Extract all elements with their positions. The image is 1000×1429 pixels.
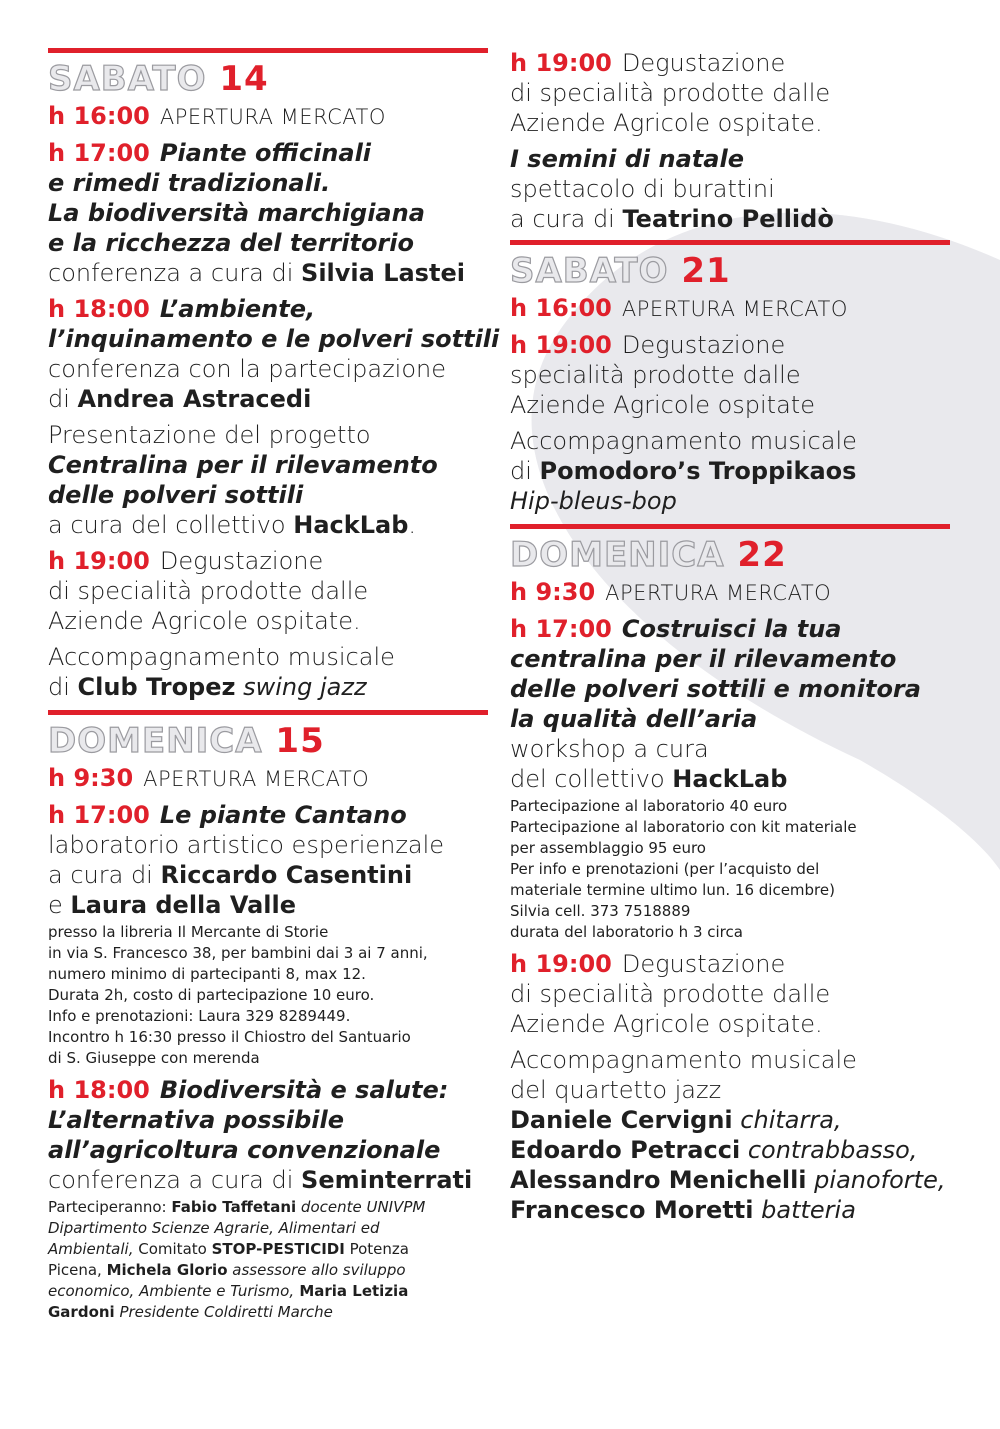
event-title: e rimedi tradizionali. bbox=[48, 169, 331, 197]
event-title: Degustazione bbox=[621, 49, 786, 77]
day-heading-sabato-21: SABATO 21 bbox=[510, 251, 731, 291]
event-conferenza-biodiversita bbox=[48, 1075, 488, 1195]
event-description: Aziende Agricole ospitate. bbox=[510, 1010, 823, 1038]
event-description: di specialità prodotte dalle bbox=[48, 577, 369, 605]
event-description: di bbox=[48, 673, 78, 701]
event-time: h 16:00 bbox=[510, 294, 612, 322]
event-description: laboratorio artistico esperienzale bbox=[48, 831, 445, 859]
event-time: h 18:00 bbox=[48, 295, 150, 323]
event-title: Biodiversità e salute: bbox=[159, 1076, 449, 1104]
event-title: Piante officinali bbox=[159, 139, 372, 167]
event-title: e la ricchezza del territorio bbox=[48, 229, 414, 257]
event-description: conferenza a cura di bbox=[48, 259, 302, 287]
event-title: L’alternativa possibile bbox=[48, 1106, 345, 1134]
event-title: L’ambiente, bbox=[159, 295, 316, 323]
event-description: di bbox=[48, 385, 78, 413]
event-workshop bbox=[510, 614, 950, 794]
event-performer: Club Tropez bbox=[77, 673, 236, 701]
musician-name: Daniele Cervigni bbox=[510, 1106, 733, 1134]
event-speaker: HackLab bbox=[672, 765, 788, 793]
event-time: h 16:00 bbox=[48, 102, 150, 130]
event-speaker: Andrea Astracedi bbox=[77, 385, 312, 413]
event-genre: Hip-bleus-bop bbox=[510, 487, 677, 515]
event-apertura bbox=[510, 293, 950, 324]
event-description: del quartetto jazz bbox=[510, 1076, 722, 1104]
musician-name: Edoardo Petracci bbox=[510, 1136, 741, 1164]
event-laboratorio bbox=[48, 800, 488, 920]
event-time: h 19:00 bbox=[48, 547, 150, 575]
event-musica bbox=[48, 642, 488, 702]
event-description: conferenza con la partecipazione bbox=[48, 355, 446, 383]
event-title: l’inquinamento e le polveri sottili bbox=[48, 325, 500, 353]
event-description: di bbox=[510, 457, 540, 485]
event-time: h 19:00 bbox=[510, 331, 612, 359]
event-speaker: Riccardo Casentini bbox=[160, 861, 413, 889]
event-title: delle polveri sottili bbox=[48, 481, 304, 509]
section-rule bbox=[510, 240, 950, 245]
musician-role: pianoforte, bbox=[814, 1166, 946, 1194]
event-note: Partecipazione al laboratorio 40 euro Partecipazione al laboratorio con kit materiale per assemblaggio 95 euro Per info e prenotazioni (per l’acquisto del materiale termine ultimo lun. 16 dicembre) Silvia cell. 373 7518889 durata del laboratorio h 3 circa bbox=[510, 797, 857, 941]
section-rule bbox=[510, 524, 950, 529]
musician-name: Francesco Moretti bbox=[510, 1196, 754, 1224]
event-time: h 17:00 bbox=[48, 801, 150, 829]
event-burattini bbox=[510, 144, 950, 234]
event-participants: Parteciperanno: Fabio Taffetani docente UNIVPM Dipartimento Scienze Agrarie, Alimentari ed Ambientali, Comitato STOP-PESTICIDI Potenza Picena, Michela Glorio assessore allo sviluppo economico, Ambiente e Turismo, Maria Letizia Gardoni Presidente Coldiretti Marche bbox=[48, 1198, 426, 1321]
event-degustazione bbox=[510, 330, 950, 420]
event-title: Degustazione bbox=[621, 950, 786, 978]
event-time: h 9:30 bbox=[48, 764, 134, 792]
event-title: I semini di natale bbox=[510, 145, 744, 173]
day-heading-domenica-22: DOMENICA 22 bbox=[510, 535, 787, 575]
event-time: h 17:00 bbox=[510, 615, 612, 643]
event-performer: Teatrino Pellidò bbox=[622, 205, 834, 233]
event-apertura bbox=[510, 577, 950, 608]
event-genre: swing jazz bbox=[243, 673, 367, 701]
event-performer: Pomodoro’s Troppikaos bbox=[539, 457, 857, 485]
event-description: Aziende Agricole ospitate bbox=[510, 391, 815, 419]
event-musica bbox=[510, 426, 950, 516]
event-description: di specialità prodotte dalle bbox=[510, 79, 831, 107]
event-title: Le piante Cantano bbox=[159, 801, 407, 829]
event-time: h 19:00 bbox=[510, 950, 612, 978]
event-presentazione bbox=[48, 420, 488, 540]
section-rule bbox=[48, 48, 488, 53]
event-apertura bbox=[48, 763, 488, 794]
event-title: La biodiversità marchigiana bbox=[48, 199, 425, 227]
event-description: Aziende Agricole ospitate. bbox=[48, 607, 361, 635]
event-note: presso la libreria Il Mercante di Storie in via S. Francesco 38, per bambini dai 3 ai 7 anni, numero minimo di partecipanti 8, max 12. Durata 2h, costo di partecipazione 10 euro. Info e prenotazioni: Laura 329 8289449. Incontro h 16:30 presso il Chiostro del Santuario di S. Giuseppe con merenda bbox=[48, 923, 428, 1067]
event-conferenza-ambiente bbox=[48, 294, 500, 414]
event-conferenza-piante bbox=[48, 138, 488, 288]
left-column bbox=[48, 48, 500, 1329]
event-degustazione bbox=[510, 48, 950, 138]
event-title: APERTURA MERCATO bbox=[143, 767, 370, 791]
event-description: a cura di bbox=[510, 205, 623, 233]
event-title: all’agricoltura convenzionale bbox=[48, 1136, 441, 1164]
event-description: Presentazione del progetto bbox=[48, 421, 371, 449]
event-title: delle polveri sottili e monitora bbox=[510, 675, 921, 703]
event-time: h 18:00 bbox=[48, 1076, 150, 1104]
event-description: specialità prodotte dalle bbox=[510, 361, 801, 389]
event-description: Accompagnamento musicale bbox=[510, 1046, 857, 1074]
event-description: Aziende Agricole ospitate. bbox=[510, 109, 823, 137]
event-speaker: HackLab bbox=[293, 511, 409, 539]
event-title: APERTURA MERCATO bbox=[605, 581, 832, 605]
event-degustazione bbox=[48, 546, 488, 636]
event-description: di specialità prodotte dalle bbox=[510, 980, 831, 1008]
event-title: APERTURA MERCATO bbox=[621, 297, 848, 321]
event-title: APERTURA MERCATO bbox=[159, 105, 386, 129]
event-speaker: Laura della Valle bbox=[70, 891, 297, 919]
event-description: e bbox=[48, 891, 71, 919]
event-title: la qualità dell’aria bbox=[510, 705, 758, 733]
musician-name: Alessandro Menichelli bbox=[510, 1166, 807, 1194]
musician-role: contrabbasso, bbox=[747, 1136, 918, 1164]
event-title: Degustazione bbox=[621, 331, 786, 359]
musician-role: batteria bbox=[761, 1196, 856, 1224]
right-column bbox=[510, 48, 950, 1231]
event-description: Accompagnamento musicale bbox=[48, 643, 395, 671]
event-speaker: Seminterrati bbox=[301, 1166, 473, 1194]
event-description: workshop a cura bbox=[510, 735, 709, 763]
musician-role: chitarra, bbox=[740, 1106, 842, 1134]
event-time: h 9:30 bbox=[510, 578, 596, 606]
day-heading-sabato-14: SABATO 14 bbox=[48, 59, 269, 99]
event-description: a cura di bbox=[48, 861, 161, 889]
event-title: Degustazione bbox=[159, 547, 324, 575]
event-punctuation: . bbox=[408, 511, 417, 539]
event-apertura bbox=[48, 101, 488, 132]
event-description: conferenza a cura di bbox=[48, 1166, 302, 1194]
event-title: Costruisci la tua bbox=[621, 615, 842, 643]
day-heading-domenica-15: DOMENICA 15 bbox=[48, 721, 325, 761]
section-rule bbox=[48, 710, 488, 715]
event-description: Accompagnamento musicale bbox=[510, 427, 857, 455]
event-musica bbox=[510, 1045, 950, 1225]
event-description: del collettivo bbox=[510, 765, 673, 793]
event-title: Centralina per il rilevamento bbox=[48, 451, 438, 479]
event-title: centralina per il rilevamento bbox=[510, 645, 897, 673]
event-description: a cura del collettivo bbox=[48, 511, 294, 539]
event-time: h 17:00 bbox=[48, 139, 150, 167]
event-time: h 19:00 bbox=[510, 49, 612, 77]
event-description: spettacolo di burattini bbox=[510, 175, 775, 203]
event-degustazione bbox=[510, 949, 950, 1039]
event-speaker: Silvia Lastei bbox=[301, 259, 465, 287]
